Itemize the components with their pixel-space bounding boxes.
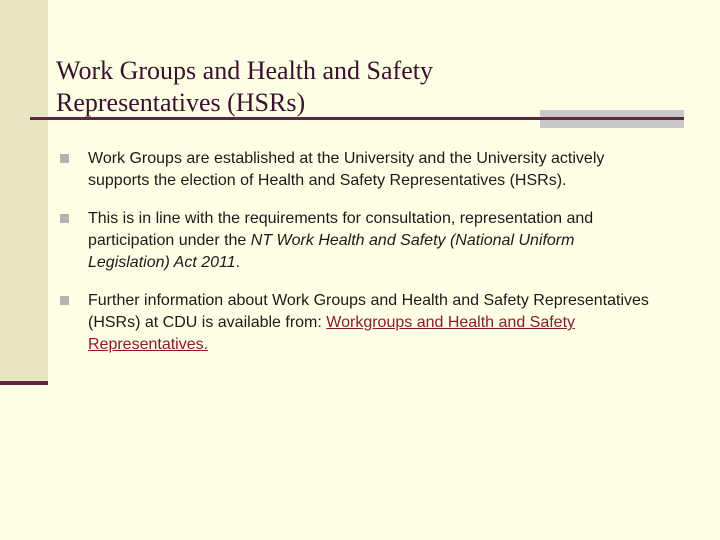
slide-title-line-2: Representatives (HSRs) — [56, 88, 306, 117]
slide-title-line-1: Work Groups and Health and Safety — [56, 56, 433, 85]
bullet-item-work-groups — [58, 148, 658, 192]
slide-title — [56, 55, 616, 119]
left-sidebar-decoration — [0, 0, 48, 382]
bullet-text: Further information about Work Groups and Health and Safety Representatives (HSRs) at CDU is available from: — [88, 292, 649, 331]
square-bullet-icon — [60, 214, 69, 223]
legislation-title: NT Work Health and Safety (National Uniform Legislation) Act 2011 — [88, 232, 575, 271]
title-underline-overlay — [540, 117, 684, 120]
bullet-text-end: . — [235, 254, 241, 271]
left-sidebar-accent-line — [0, 381, 48, 385]
square-bullet-icon — [60, 154, 69, 163]
bullet-text: This is in line with the requirements for consultation, representation and participation under the — [88, 210, 594, 249]
workgroups-hsr-link[interactable]: Workgroups and Health and Safety Representatives. — [88, 314, 576, 353]
bullet-text: Work Groups are established at the University and the University actively supports the election of Health and Safety Representatives (HSRs). — [88, 150, 605, 189]
bullet-list — [58, 148, 658, 372]
bullet-item-legislation — [58, 208, 658, 274]
bullet-item-further-information — [58, 290, 658, 356]
square-bullet-icon — [60, 296, 69, 305]
